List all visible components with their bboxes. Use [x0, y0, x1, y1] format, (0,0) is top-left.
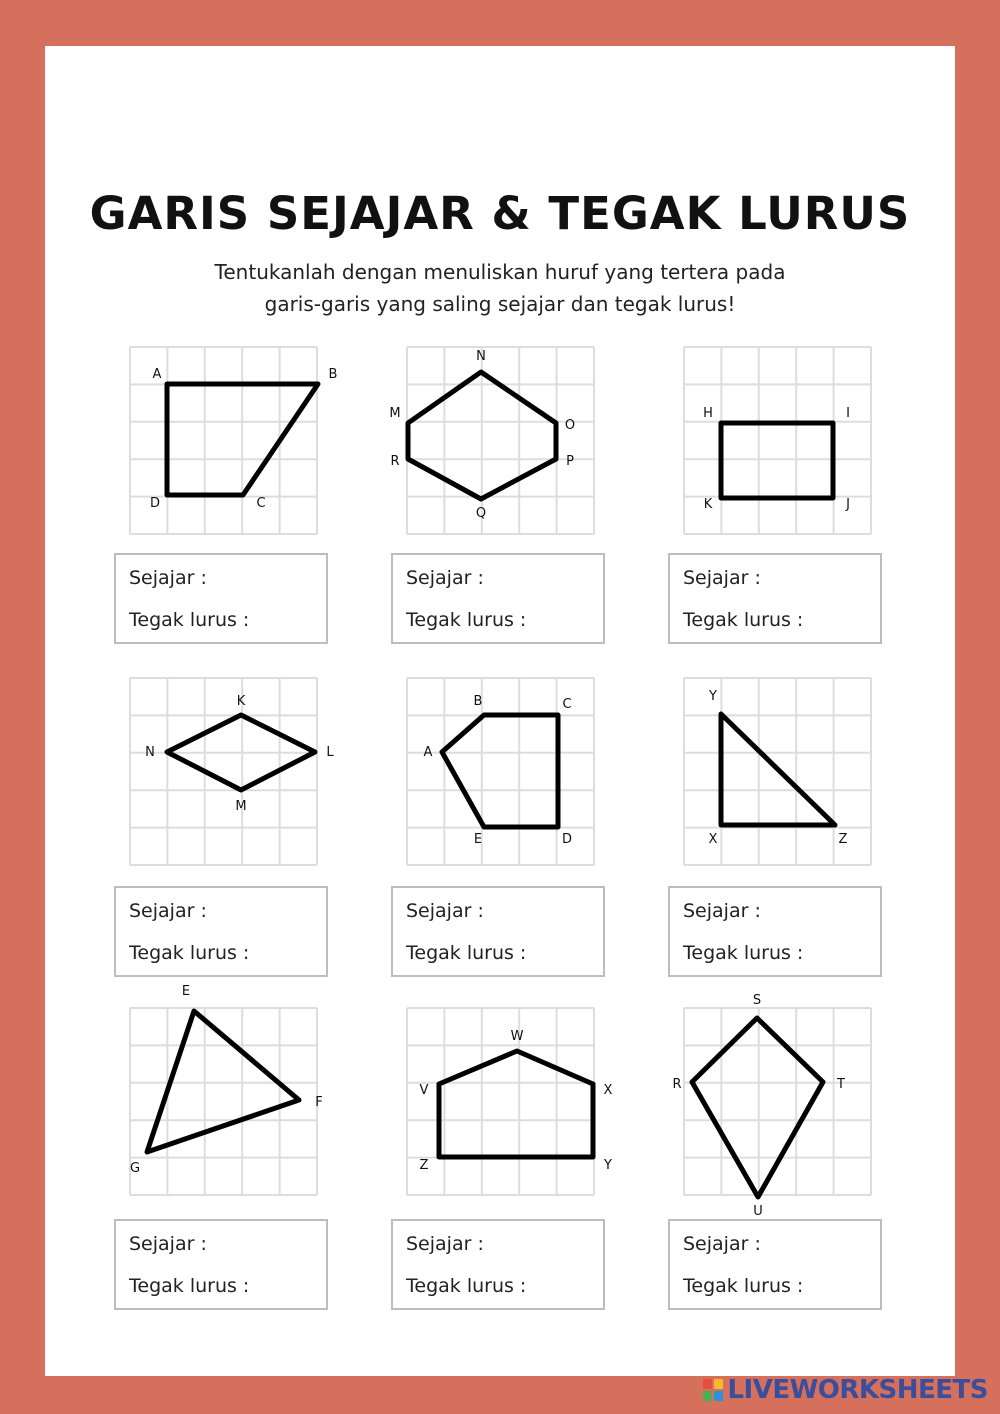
- vertex-label: D: [561, 832, 573, 847]
- vertex-label: D: [149, 496, 161, 511]
- parallel-answer-label: Sejajar :: [406, 900, 484, 922]
- vertex-label: O: [564, 418, 576, 433]
- vertex-label: B: [328, 367, 338, 382]
- perpendicular-answer-label: Tegak lurus :: [683, 609, 804, 631]
- shape-right-triangle: [721, 714, 835, 825]
- parallel-answer-label: Sejajar :: [683, 567, 761, 589]
- vertex-label: P: [566, 454, 574, 469]
- vertex-label: A: [152, 367, 162, 382]
- answer-box-6[interactable]: [668, 886, 882, 977]
- answer-box-9[interactable]: [668, 1219, 882, 1310]
- instruction-line-1: Tentukanlah dengan menuliskan huruf yang tertera pada: [214, 260, 786, 284]
- vertex-label: K: [703, 497, 713, 512]
- parallel-answer-label: Sejajar :: [406, 1233, 484, 1255]
- vertex-label: I: [846, 406, 850, 421]
- answer-box-3[interactable]: [668, 553, 882, 644]
- vertex-label: V: [419, 1083, 429, 1098]
- instruction-text: [0, 256, 1000, 320]
- vertex-label: B: [473, 694, 483, 709]
- liveworksheets-logo-icon: [703, 1379, 723, 1401]
- answer-box-8[interactable]: [391, 1219, 605, 1310]
- grid-diagram-5: [406, 677, 596, 867]
- shape-house-pentagon: [439, 1051, 593, 1157]
- perpendicular-answer-label: Tegak lurus :: [683, 942, 804, 964]
- perpendicular-answer-label: Tegak lurus :: [406, 609, 527, 631]
- vertex-label: A: [423, 745, 433, 760]
- vertex-label: X: [708, 832, 718, 847]
- vertex-label: S: [752, 993, 762, 1008]
- grid-diagram-6: [683, 677, 873, 867]
- answer-box-2[interactable]: [391, 553, 605, 644]
- answer-box-7[interactable]: [114, 1219, 328, 1310]
- perpendicular-answer-label: Tegak lurus :: [129, 942, 250, 964]
- parallel-answer-label: Sejajar :: [129, 1233, 207, 1255]
- shape-rectangle: [721, 423, 833, 498]
- vertex-label: Z: [419, 1158, 429, 1173]
- vertex-label: M: [389, 406, 401, 421]
- answer-box-1[interactable]: [114, 553, 328, 644]
- grid-diagram-4: [129, 677, 334, 867]
- footer-brand-text: LIVEWORKSHEETS: [727, 1375, 988, 1405]
- instruction-line-2: garis-garis yang saling sejajar dan tegak lurus!: [264, 292, 736, 316]
- grid-diagram-2: [389, 346, 596, 536]
- shape-triangle: [147, 1011, 299, 1152]
- parallel-answer-label: Sejajar :: [129, 567, 207, 589]
- vertex-label: N: [476, 349, 486, 364]
- vertex-label: E: [181, 984, 191, 999]
- vertex-label: R: [672, 1077, 682, 1092]
- vertex-label: U: [753, 1204, 763, 1219]
- parallel-answer-label: Sejajar :: [683, 900, 761, 922]
- vertex-label: E: [473, 832, 483, 847]
- parallel-answer-label: Sejajar :: [129, 900, 207, 922]
- shape-pentagon: [442, 715, 558, 827]
- vertex-label: Y: [709, 689, 717, 704]
- parallel-answer-label: Sejajar :: [683, 1233, 761, 1255]
- vertex-label: K: [236, 694, 246, 709]
- vertex-label: C: [562, 697, 572, 712]
- grid-diagram-9: [672, 993, 873, 1219]
- vertex-label: X: [603, 1083, 613, 1098]
- vertex-label: L: [326, 745, 334, 760]
- vertex-label: F: [315, 1095, 323, 1110]
- perpendicular-answer-label: Tegak lurus :: [683, 1275, 804, 1297]
- parallel-answer-label: Sejajar :: [406, 567, 484, 589]
- vertex-label: Y: [604, 1158, 612, 1173]
- vertex-label: G: [129, 1161, 141, 1176]
- vertex-label: W: [510, 1029, 524, 1044]
- vertex-label: R: [390, 454, 400, 469]
- vertex-label: C: [256, 496, 266, 511]
- vertex-label: Z: [838, 832, 848, 847]
- footer-brand: [703, 1376, 988, 1404]
- perpendicular-answer-label: Tegak lurus :: [129, 1275, 250, 1297]
- vertex-label: N: [145, 745, 155, 760]
- vertex-label: H: [703, 406, 713, 421]
- grid-diagram-7: [129, 984, 323, 1197]
- grid-diagram-1: [129, 346, 338, 536]
- perpendicular-answer-label: Tegak lurus :: [406, 942, 527, 964]
- grid-diagram-8: [406, 1007, 613, 1197]
- grid-diagram-3: [683, 346, 873, 536]
- answer-box-4[interactable]: [114, 886, 328, 977]
- vertex-label: Q: [475, 506, 487, 521]
- vertex-label: J: [846, 497, 850, 512]
- perpendicular-answer-label: Tegak lurus :: [129, 609, 250, 631]
- vertex-label: M: [235, 799, 247, 814]
- vertex-label: T: [837, 1077, 845, 1092]
- perpendicular-answer-label: Tegak lurus :: [406, 1275, 527, 1297]
- answer-box-5[interactable]: [391, 886, 605, 977]
- page-title: GARIS SEJAJAR & TEGAK LURUS: [89, 187, 911, 240]
